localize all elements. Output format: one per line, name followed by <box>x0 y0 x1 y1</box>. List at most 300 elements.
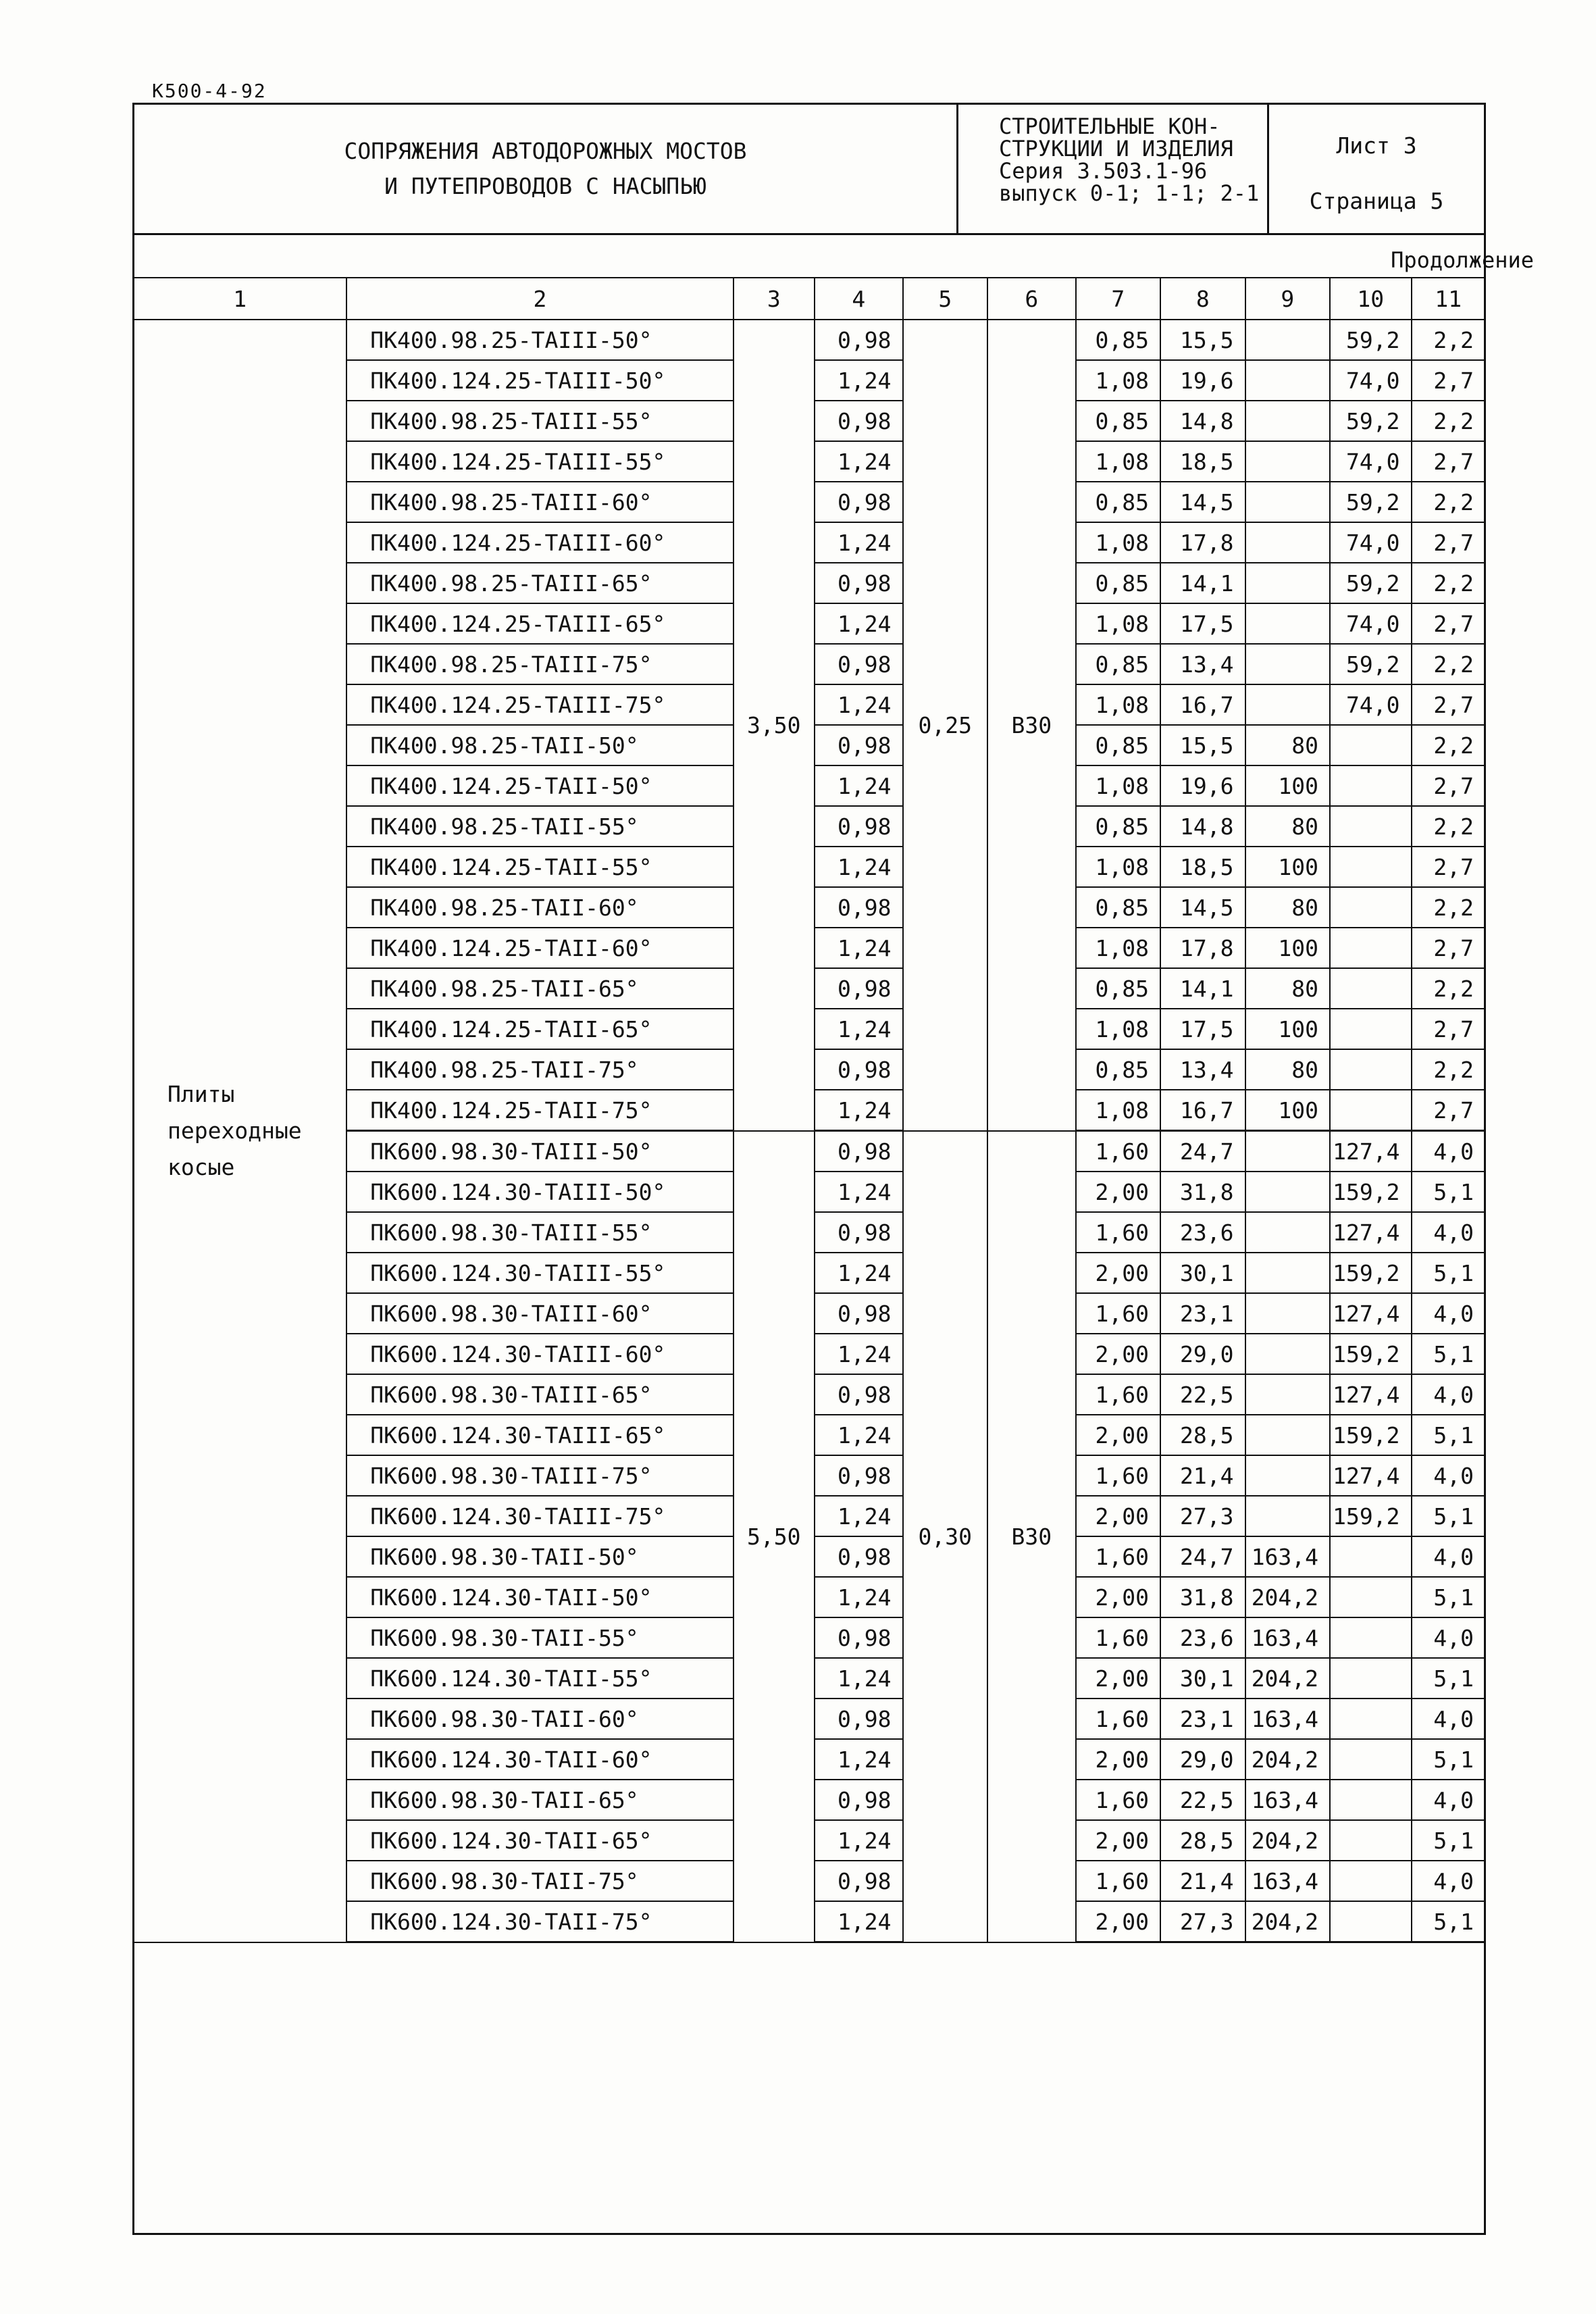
product-mark: ПК600.98.30-ТАII-75° <box>346 1861 733 1901</box>
title-line-1: СОПРЯЖЕНИЯ АВТОДОРОЖНЫХ МОСТОВ <box>344 138 747 164</box>
slab-width: 1,24 <box>815 1901 903 1942</box>
col-9-value <box>1245 1172 1331 1212</box>
col-8-value: 27,3 <box>1160 1496 1245 1536</box>
slab-width: 0,98 <box>815 1617 903 1658</box>
col-8-value: 30,1 <box>1160 1658 1245 1699</box>
col-9-value: 80 <box>1245 1049 1331 1090</box>
product-mark: ПК400.124.25-ТАIII-50° <box>346 360 733 401</box>
product-mark: ПК600.98.30-ТАIII-60° <box>346 1293 733 1334</box>
col-10-value <box>1330 1090 1411 1131</box>
col-9-value <box>1245 522 1331 563</box>
col-7-value: 2,00 <box>1076 1820 1161 1861</box>
col-8-value: 13,4 <box>1160 1049 1245 1090</box>
col-10-value <box>1330 765 1411 806</box>
col-11-value: 2,7 <box>1412 847 1486 887</box>
col-7-value: 0,85 <box>1076 1049 1161 1090</box>
col-11-value: 4,0 <box>1412 1536 1486 1577</box>
col-11-value: 2,2 <box>1412 1049 1486 1090</box>
col-10-value <box>1330 1617 1411 1658</box>
col-9-value: 204,2 <box>1245 1901 1331 1942</box>
col-10-value: 127,4 <box>1330 1293 1411 1334</box>
col-7-value: 1,60 <box>1076 1699 1161 1739</box>
slab-width: 1,24 <box>815 1658 903 1699</box>
slab-width: 1,24 <box>815 1577 903 1617</box>
col-11-value: 2,2 <box>1412 725 1486 765</box>
product-mark: ПК600.124.30-ТАIII-60° <box>346 1334 733 1374</box>
col-10-value: 59,2 <box>1330 401 1411 441</box>
col-11-value: 2,2 <box>1412 563 1486 603</box>
col-7-value: 1,60 <box>1076 1536 1161 1577</box>
col-10-value: 74,0 <box>1330 522 1411 563</box>
sheet-number: Лист 3 <box>1336 132 1417 159</box>
col-8-value: 23,1 <box>1160 1699 1245 1739</box>
col-7-value: 2,00 <box>1076 1415 1161 1455</box>
col-7-value: 1,60 <box>1076 1374 1161 1415</box>
col-9-value <box>1245 603 1331 644</box>
col-7-value: 1,60 <box>1076 1780 1161 1820</box>
product-mark: ПК400.98.25-ТАII-75° <box>346 1049 733 1090</box>
series-line-4: выпуск 0-1; 1-1; 2-1 <box>999 180 1260 206</box>
col-9-value <box>1245 360 1331 401</box>
col-10-value <box>1330 1780 1411 1820</box>
col-9-value: 80 <box>1245 806 1331 847</box>
slab-width: 0,98 <box>815 563 903 603</box>
col-8-value: 17,8 <box>1160 522 1245 563</box>
col-8-value: 21,4 <box>1160 1455 1245 1496</box>
col-9-value: 163,4 <box>1245 1699 1331 1739</box>
col-9-value: 204,2 <box>1245 1577 1331 1617</box>
col-7-value: 1,08 <box>1076 1090 1161 1131</box>
column-header-11: 11 <box>1412 278 1486 320</box>
product-mark: ПК600.98.30-ТАII-50° <box>346 1536 733 1577</box>
col-11-value: 5,1 <box>1412 1415 1486 1455</box>
col-7-value: 1,08 <box>1076 522 1161 563</box>
col-7-value: 0,85 <box>1076 725 1161 765</box>
col-8-value: 31,8 <box>1160 1172 1245 1212</box>
col-11-value: 5,1 <box>1412 1496 1486 1536</box>
column-header-7: 7 <box>1076 278 1161 320</box>
col-11-value: 2,7 <box>1412 1090 1486 1131</box>
slab-width: 0,98 <box>815 1861 903 1901</box>
col-10-value: 59,2 <box>1330 644 1411 684</box>
slab-width: 1,24 <box>815 684 903 725</box>
col-7-value: 2,00 <box>1076 1658 1161 1699</box>
specification-table <box>132 277 1486 1943</box>
col-10-value <box>1330 1009 1411 1049</box>
col-8-value: 27,3 <box>1160 1901 1245 1942</box>
column-header-2: 2 <box>346 278 733 320</box>
col-10-value: 159,2 <box>1330 1334 1411 1374</box>
column-header-8: 8 <box>1160 278 1245 320</box>
slab-width: 0,98 <box>815 401 903 441</box>
document-title <box>134 105 958 233</box>
slab-width: 0,98 <box>815 1293 903 1334</box>
slab-width: 0,98 <box>815 1455 903 1496</box>
slab-thickness: 0,25 <box>903 320 988 1131</box>
col-10-value <box>1330 1536 1411 1577</box>
product-mark: ПК400.98.25-ТАIII-60° <box>346 482 733 522</box>
col-8-value: 14,5 <box>1160 887 1245 928</box>
col-7-value: 1,60 <box>1076 1617 1161 1658</box>
col-9-value: 80 <box>1245 725 1331 765</box>
col-7-value: 2,00 <box>1076 1253 1161 1293</box>
col-10-value <box>1330 1861 1411 1901</box>
col-9-value: 80 <box>1245 968 1331 1009</box>
slab-width: 1,24 <box>815 1172 903 1212</box>
group-label-line: Плиты <box>168 1080 235 1107</box>
col-10-value <box>1330 968 1411 1009</box>
col-8-value: 18,5 <box>1160 847 1245 887</box>
col-7-value: 1,08 <box>1076 928 1161 968</box>
col-11-value: 2,7 <box>1412 928 1486 968</box>
slab-width: 0,98 <box>815 1212 903 1253</box>
col-11-value: 2,7 <box>1412 1009 1486 1049</box>
slab-width: 1,24 <box>815 1415 903 1455</box>
col-10-value: 74,0 <box>1330 360 1411 401</box>
col-7-value: 0,85 <box>1076 563 1161 603</box>
group-label <box>133 320 346 1942</box>
series-line-3: Серия 3.503.1-96 <box>999 158 1208 184</box>
col-7-value: 1,08 <box>1076 684 1161 725</box>
product-mark: ПК600.98.30-ТАII-65° <box>346 1780 733 1820</box>
slab-thickness: 0,30 <box>903 1131 988 1942</box>
col-7-value: 0,85 <box>1076 887 1161 928</box>
product-mark: ПК400.98.25-ТАIII-65° <box>346 563 733 603</box>
col-9-value <box>1245 1253 1331 1293</box>
col-9-value: 163,4 <box>1245 1780 1331 1820</box>
col-11-value: 2,2 <box>1412 320 1486 360</box>
product-mark: ПК400.98.25-ТАII-65° <box>346 968 733 1009</box>
product-mark: ПК400.98.25-ТАIII-75° <box>346 644 733 684</box>
product-mark: ПК400.124.25-ТАII-75° <box>346 1090 733 1131</box>
col-9-value: 80 <box>1245 887 1331 928</box>
series-info <box>958 105 1269 233</box>
col-8-value: 28,5 <box>1160 1415 1245 1455</box>
col-10-value: 127,4 <box>1330 1212 1411 1253</box>
table-body <box>133 320 1485 1942</box>
slab-width: 1,24 <box>815 522 903 563</box>
col-8-value: 14,5 <box>1160 482 1245 522</box>
col-9-value <box>1245 644 1331 684</box>
slab-width: 1,24 <box>815 603 903 644</box>
col-8-value: 31,8 <box>1160 1577 1245 1617</box>
slab-width: 1,24 <box>815 360 903 401</box>
col-7-value: 0,85 <box>1076 482 1161 522</box>
col-10-value <box>1330 1739 1411 1780</box>
product-mark: ПК600.124.30-ТАII-60° <box>346 1739 733 1780</box>
product-mark: ПК600.124.30-ТАII-75° <box>346 1901 733 1942</box>
col-9-value <box>1245 1212 1331 1253</box>
col-11-value: 4,0 <box>1412 1455 1486 1496</box>
col-10-value <box>1330 847 1411 887</box>
col-11-value: 5,1 <box>1412 1577 1486 1617</box>
col-11-value: 2,7 <box>1412 684 1486 725</box>
col-7-value: 0,85 <box>1076 968 1161 1009</box>
col-9-value <box>1245 1374 1331 1415</box>
slab-width: 1,24 <box>815 1253 903 1293</box>
col-8-value: 16,7 <box>1160 1090 1245 1131</box>
col-8-value: 21,4 <box>1160 1861 1245 1901</box>
col-8-value: 29,0 <box>1160 1739 1245 1780</box>
col-7-value: 2,00 <box>1076 1739 1161 1780</box>
product-mark: ПК600.124.30-ТАIII-65° <box>346 1415 733 1455</box>
col-11-value: 4,0 <box>1412 1293 1486 1334</box>
col-9-value <box>1245 401 1331 441</box>
slab-width: 0,98 <box>815 644 903 684</box>
col-10-value <box>1330 1658 1411 1699</box>
col-7-value: 0,85 <box>1076 806 1161 847</box>
col-9-value <box>1245 441 1331 482</box>
col-9-value: 163,4 <box>1245 1617 1331 1658</box>
product-mark: ПК600.124.30-ТАIII-50° <box>346 1172 733 1212</box>
col-11-value: 4,0 <box>1412 1212 1486 1253</box>
slab-width: 0,98 <box>815 320 903 360</box>
col-10-value: 159,2 <box>1330 1172 1411 1212</box>
col-9-value <box>1245 1496 1331 1536</box>
col-11-value: 5,1 <box>1412 1253 1486 1293</box>
col-9-value <box>1245 1131 1331 1172</box>
col-10-value <box>1330 928 1411 968</box>
slab-width: 1,24 <box>815 847 903 887</box>
slab-width: 1,24 <box>815 928 903 968</box>
product-mark: ПК600.124.30-ТАII-55° <box>346 1658 733 1699</box>
title-line-2: И ПУТЕПРОВОДОВ С НАСЫПЬЮ <box>384 173 706 199</box>
product-mark: ПК400.124.25-ТАII-60° <box>346 928 733 968</box>
product-mark: ПК400.124.25-ТАII-55° <box>346 847 733 887</box>
col-8-value: 15,5 <box>1160 320 1245 360</box>
product-mark: ПК400.124.25-ТАII-65° <box>346 1009 733 1049</box>
column-header-6: 6 <box>987 278 1076 320</box>
slab-width: 1,24 <box>815 1009 903 1049</box>
product-mark: ПК400.124.25-ТАIII-60° <box>346 522 733 563</box>
col-11-value: 2,2 <box>1412 968 1486 1009</box>
group-label-line: переходные <box>168 1117 302 1144</box>
slab-width: 1,24 <box>815 1090 903 1131</box>
col-7-value: 1,08 <box>1076 603 1161 644</box>
col-11-value: 4,0 <box>1412 1374 1486 1415</box>
col-11-value: 2,2 <box>1412 806 1486 847</box>
slab-width: 1,24 <box>815 1820 903 1861</box>
table-row <box>133 320 1485 360</box>
product-mark: ПК400.124.25-ТАIII-55° <box>346 441 733 482</box>
col-8-value: 23,1 <box>1160 1293 1245 1334</box>
col-7-value: 2,00 <box>1076 1577 1161 1617</box>
slab-width: 0,98 <box>815 1131 903 1172</box>
col-7-value: 1,60 <box>1076 1861 1161 1901</box>
col-9-value: 204,2 <box>1245 1820 1331 1861</box>
col-8-value: 14,1 <box>1160 563 1245 603</box>
col-10-value <box>1330 725 1411 765</box>
series-line-1: СТРОИТЕЛЬНЫЕ КОН- <box>999 114 1220 139</box>
col-9-value <box>1245 320 1331 360</box>
col-9-value: 100 <box>1245 1009 1331 1049</box>
col-8-value: 24,7 <box>1160 1131 1245 1172</box>
continuation-label: Продолжение <box>1391 247 1534 273</box>
col-7-value: 1,60 <box>1076 1212 1161 1253</box>
column-header-3: 3 <box>733 278 815 320</box>
col-7-value: 0,85 <box>1076 644 1161 684</box>
product-mark: ПК600.124.30-ТАII-65° <box>346 1820 733 1861</box>
col-7-value: 2,00 <box>1076 1901 1161 1942</box>
col-11-value: 5,1 <box>1412 1172 1486 1212</box>
slab-width: 1,24 <box>815 441 903 482</box>
col-9-value <box>1245 1455 1331 1496</box>
product-mark: ПК600.98.30-ТАIII-75° <box>346 1455 733 1496</box>
col-9-value <box>1245 482 1331 522</box>
col-10-value <box>1330 887 1411 928</box>
col-9-value <box>1245 1293 1331 1334</box>
concrete-class: В30 <box>987 1131 1076 1942</box>
col-8-value: 22,5 <box>1160 1374 1245 1415</box>
product-mark: ПК600.124.30-ТАII-50° <box>346 1577 733 1617</box>
column-header-9: 9 <box>1245 278 1331 320</box>
col-11-value: 5,1 <box>1412 1901 1486 1942</box>
col-9-value: 100 <box>1245 765 1331 806</box>
title-block <box>132 103 1486 235</box>
col-9-value <box>1245 1334 1331 1374</box>
col-11-value: 2,7 <box>1412 765 1486 806</box>
product-mark: ПК600.98.30-ТАIII-50° <box>346 1131 733 1172</box>
slab-width: 0,98 <box>815 725 903 765</box>
col-8-value: 14,1 <box>1160 968 1245 1009</box>
product-mark: ПК600.98.30-ТАIII-55° <box>346 1212 733 1253</box>
col-10-value <box>1330 806 1411 847</box>
col-9-value: 100 <box>1245 1090 1331 1131</box>
col-10-value: 59,2 <box>1330 320 1411 360</box>
product-mark: ПК400.98.25-ТАIII-50° <box>346 320 733 360</box>
col-8-value: 28,5 <box>1160 1820 1245 1861</box>
product-mark: ПК400.124.25-ТАIII-65° <box>346 603 733 644</box>
col-8-value: 14,8 <box>1160 401 1245 441</box>
col-9-value: 100 <box>1245 847 1331 887</box>
slab-width: 0,98 <box>815 806 903 847</box>
col-10-value <box>1330 1577 1411 1617</box>
product-mark: ПК400.124.25-ТАIII-75° <box>346 684 733 725</box>
slab-width: 0,98 <box>815 482 903 522</box>
product-mark: ПК400.98.25-ТАII-50° <box>346 725 733 765</box>
slab-width: 0,98 <box>815 1049 903 1090</box>
col-9-value: 204,2 <box>1245 1658 1331 1699</box>
slab-width: 1,24 <box>815 765 903 806</box>
col-7-value: 2,00 <box>1076 1334 1161 1374</box>
product-mark: ПК600.124.30-ТАIII-55° <box>346 1253 733 1293</box>
col-10-value <box>1330 1901 1411 1942</box>
col-8-value: 23,6 <box>1160 1212 1245 1253</box>
col-10-value: 59,2 <box>1330 482 1411 522</box>
col-7-value: 1,60 <box>1076 1293 1161 1334</box>
col-8-value: 18,5 <box>1160 441 1245 482</box>
col-11-value: 5,1 <box>1412 1739 1486 1780</box>
col-11-value: 2,7 <box>1412 603 1486 644</box>
col-10-value: 74,0 <box>1330 441 1411 482</box>
slab-width: 1,24 <box>815 1334 903 1374</box>
product-mark: ПК600.124.30-ТАIII-75° <box>346 1496 733 1536</box>
col-9-value <box>1245 563 1331 603</box>
concrete-class: В30 <box>987 320 1076 1131</box>
col-8-value: 24,7 <box>1160 1536 1245 1577</box>
col-7-value: 2,00 <box>1076 1496 1161 1536</box>
col-7-value: 1,60 <box>1076 1131 1161 1172</box>
col-9-value: 204,2 <box>1245 1739 1331 1780</box>
column-header-5: 5 <box>903 278 988 320</box>
product-mark: ПК600.98.30-ТАII-55° <box>346 1617 733 1658</box>
slab-width: 0,98 <box>815 1374 903 1415</box>
col-10-value: 159,2 <box>1330 1415 1411 1455</box>
col-7-value: 1,08 <box>1076 360 1161 401</box>
col-10-value: 127,4 <box>1330 1455 1411 1496</box>
col-7-value: 1,08 <box>1076 441 1161 482</box>
sheet-info <box>1269 105 1484 233</box>
col-9-value <box>1245 684 1331 725</box>
slab-width: 0,98 <box>815 1536 903 1577</box>
col-7-value: 1,60 <box>1076 1455 1161 1496</box>
col-10-value: 74,0 <box>1330 684 1411 725</box>
product-mark: ПК600.98.30-ТАIII-65° <box>346 1374 733 1415</box>
col-11-value: 2,7 <box>1412 441 1486 482</box>
column-header-1: 1 <box>133 278 346 320</box>
col-10-value: 159,2 <box>1330 1253 1411 1293</box>
product-mark: ПК400.98.25-ТАII-60° <box>346 887 733 928</box>
col-11-value: 5,1 <box>1412 1820 1486 1861</box>
col-10-value: 127,4 <box>1330 1374 1411 1415</box>
page-number: Страница 5 <box>1309 188 1444 214</box>
slab-length: 3,50 <box>733 320 815 1131</box>
column-header-row <box>133 278 1485 320</box>
col-11-value: 4,0 <box>1412 1617 1486 1658</box>
col-9-value: 100 <box>1245 928 1331 968</box>
col-10-value: 74,0 <box>1330 603 1411 644</box>
col-7-value: 2,00 <box>1076 1172 1161 1212</box>
col-8-value: 15,5 <box>1160 725 1245 765</box>
col-8-value: 17,5 <box>1160 603 1245 644</box>
group-label-line: косые <box>168 1153 235 1180</box>
col-11-value: 4,0 <box>1412 1861 1486 1901</box>
col-11-value: 2,2 <box>1412 644 1486 684</box>
column-header-10: 10 <box>1330 278 1411 320</box>
col-9-value: 163,4 <box>1245 1536 1331 1577</box>
col-11-value: 4,0 <box>1412 1780 1486 1820</box>
col-10-value <box>1330 1049 1411 1090</box>
col-7-value: 1,08 <box>1076 847 1161 887</box>
slab-width: 1,24 <box>815 1496 903 1536</box>
col-8-value: 30,1 <box>1160 1253 1245 1293</box>
product-mark: ПК400.98.25-ТАIII-55° <box>346 401 733 441</box>
col-7-value: 1,08 <box>1076 765 1161 806</box>
slab-width: 0,98 <box>815 887 903 928</box>
col-11-value: 5,1 <box>1412 1658 1486 1699</box>
col-8-value: 13,4 <box>1160 644 1245 684</box>
slab-width: 0,98 <box>815 1699 903 1739</box>
product-mark: ПК400.124.25-ТАII-50° <box>346 765 733 806</box>
col-11-value: 5,1 <box>1412 1334 1486 1374</box>
col-11-value: 2,2 <box>1412 482 1486 522</box>
col-8-value: 14,8 <box>1160 806 1245 847</box>
column-header-4: 4 <box>815 278 903 320</box>
product-mark: ПК400.98.25-ТАII-55° <box>346 806 733 847</box>
col-10-value: 59,2 <box>1330 563 1411 603</box>
product-mark: ПК600.98.30-ТАII-60° <box>346 1699 733 1739</box>
col-8-value: 17,8 <box>1160 928 1245 968</box>
slab-width: 0,98 <box>815 1780 903 1820</box>
col-11-value: 2,7 <box>1412 360 1486 401</box>
col-11-value: 2,7 <box>1412 522 1486 563</box>
col-8-value: 22,5 <box>1160 1780 1245 1820</box>
series-line-2: СТРУКЦИИ И ИЗДЕЛИЯ <box>999 136 1233 161</box>
col-8-value: 23,6 <box>1160 1617 1245 1658</box>
slab-width: 0,98 <box>815 968 903 1009</box>
col-11-value: 4,0 <box>1412 1699 1486 1739</box>
col-7-value: 0,85 <box>1076 401 1161 441</box>
